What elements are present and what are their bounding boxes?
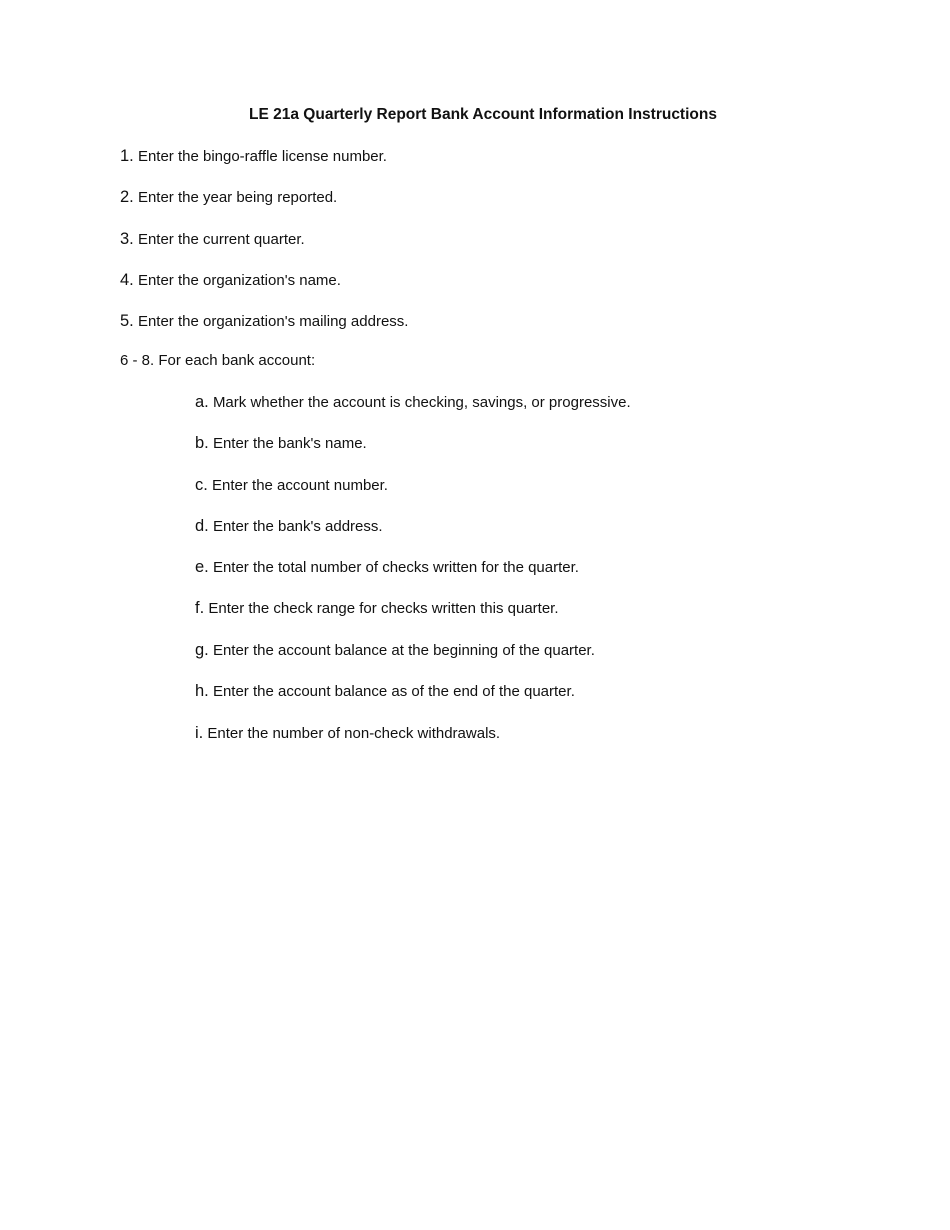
item-marker: f. — [195, 599, 205, 617]
item-text: Enter the year being reported. — [137, 189, 338, 206]
item-marker: h. — [195, 682, 209, 700]
instruction-item — [120, 230, 305, 249]
item-text: For each bank account: — [158, 352, 316, 369]
item-marker: 5. — [120, 312, 134, 330]
item-marker: a. — [195, 393, 209, 411]
instruction-item — [120, 271, 341, 290]
item-text: Enter the organization's name. — [137, 272, 341, 289]
instruction-item — [120, 312, 408, 331]
item-text: Mark whether the account is checking, savings, or progressive. — [212, 394, 631, 411]
item-text: Enter the number of non-check withdrawals. — [207, 725, 501, 742]
item-marker: 6 - 8. — [120, 352, 155, 369]
item-text: Enter the account balance as of the end of the quarter. — [212, 683, 575, 700]
item-marker: 4. — [120, 271, 134, 289]
item-marker: b. — [195, 434, 209, 452]
item-text: Enter the current quarter. — [137, 231, 305, 248]
sub-instruction-item — [195, 724, 500, 743]
item-marker: 1. — [120, 147, 134, 165]
item-text: Enter the total number of checks written for the quarter. — [212, 559, 579, 576]
instruction-item — [120, 188, 337, 207]
item-marker: 2. — [120, 188, 134, 206]
sub-instruction-item — [195, 393, 631, 412]
instruction-item — [120, 352, 315, 370]
sub-instruction-item — [195, 682, 575, 701]
item-marker: i. — [195, 724, 204, 742]
item-text: Enter the bingo-raffle license number. — [137, 148, 387, 165]
item-text: Enter the account balance at the beginning of the quarter. — [212, 642, 595, 659]
item-text: Enter the bank's address. — [212, 518, 383, 535]
item-marker: c. — [195, 476, 208, 494]
instruction-item — [120, 147, 387, 166]
sub-instruction-item — [195, 641, 595, 660]
item-text: Enter the bank's name. — [212, 435, 367, 452]
item-marker: 3. — [120, 230, 134, 248]
item-marker: e. — [195, 558, 209, 576]
sub-instruction-item — [195, 599, 559, 618]
item-marker: g. — [195, 641, 209, 659]
item-text: Enter the organization's mailing address. — [137, 313, 409, 330]
document-title: LE 21a Quarterly Report Bank Account Information Instructions — [249, 106, 717, 123]
item-text: Enter the check range for checks written this quarter. — [208, 600, 559, 617]
sub-instruction-item — [195, 558, 579, 577]
sub-instruction-item — [195, 517, 383, 536]
sub-instruction-item — [195, 476, 388, 495]
item-text: Enter the account number. — [212, 477, 388, 494]
sub-instruction-item — [195, 434, 367, 453]
item-marker: d. — [195, 517, 209, 535]
